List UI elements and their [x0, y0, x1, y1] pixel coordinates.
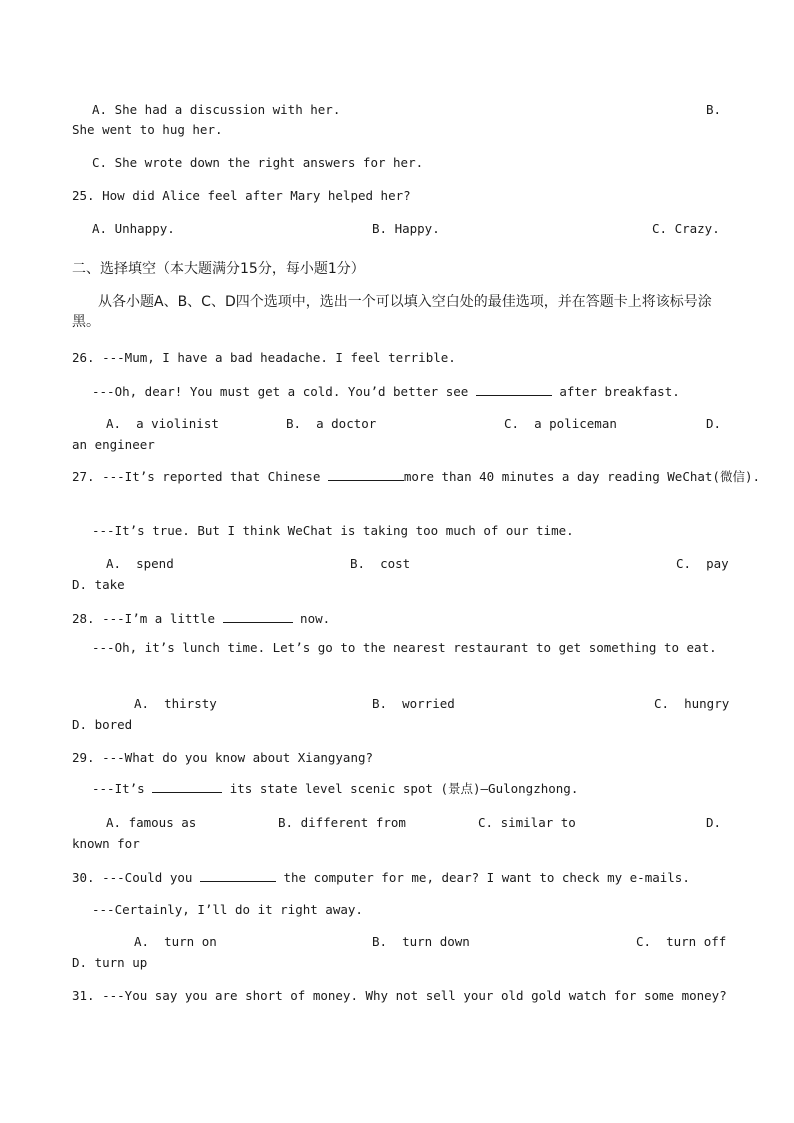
section-title: 二、选择填空（本大题满分15分，每小题1分） — [72, 261, 365, 277]
q26-option-d-text: an engineer — [72, 437, 155, 452]
q24-option-c: C. She wrote down the right answers for her. — [92, 155, 424, 170]
section-instruction-line1: 从各小题A、B、C、D四个选项中，选出一个可以填入空白处的最佳选项，并在答题卡上将该标号涂 — [98, 294, 712, 310]
q30-line1: 30. ---Could you the computer for me, dear? I want to check my e-mails. — [72, 870, 690, 885]
q29-option-a: A. famous as — [106, 815, 197, 830]
q29-option-b: B. different from — [278, 815, 406, 830]
q28-option-b: B. worried — [372, 696, 455, 711]
q30-option-c: C. turn off — [636, 934, 727, 949]
answer-blank — [223, 610, 293, 623]
q30-option-d: D. turn up — [72, 955, 148, 970]
q27-option-b: B. cost — [350, 556, 411, 571]
section-instruction-line2: 黑。 — [72, 314, 100, 330]
answer-blank — [152, 780, 222, 793]
q27-option-a: A. spend — [106, 556, 174, 571]
q29-option-c: C. similar to — [478, 815, 576, 830]
q27-option-c: C. pay — [676, 556, 729, 571]
q27-option-d: D. take — [72, 577, 125, 592]
q25-stem: 25. How did Alice feel after Mary helped her? — [72, 188, 411, 203]
q29-option-d-label: D. — [706, 815, 722, 830]
q30-option-b: B. turn down — [372, 934, 470, 949]
q25-option-b: B. Happy. — [372, 221, 440, 236]
q30-line2: ---Certainly, I’ll do it right away. — [92, 902, 363, 917]
q28-line1: 28. ---I’m a little now. — [72, 611, 331, 626]
q25-option-c: C. Crazy. — [652, 221, 720, 236]
q28-line2: ---Oh, it’s lunch time. Let’s go to the nearest restaurant to get something to eat. — [92, 640, 717, 655]
q25-option-a: A. Unhappy. — [92, 221, 175, 236]
q28-option-c: C. hungry — [654, 696, 730, 711]
q26-option-d-label: D. — [706, 416, 722, 431]
q29-line2: ---It’s its state level scenic spot (景点)—Gulongzhong. — [92, 781, 579, 796]
answer-blank — [476, 383, 552, 396]
q28-option-d: D. bored — [72, 717, 133, 732]
answer-blank — [328, 468, 404, 481]
q28-option-a: A. thirsty — [134, 696, 217, 711]
q24-option-a: A. She had a discussion with her. — [92, 102, 341, 117]
q26-line2: ---Oh, dear! You must get a cold. You’d better see after breakfast. — [92, 384, 680, 399]
q26-option-a: A. a violinist — [106, 416, 219, 431]
q27-line2: ---It’s true. But I think WeChat is taking too much of our time. — [92, 523, 574, 538]
q24-option-b-label: B. — [706, 102, 722, 117]
q31-line1: 31. ---You say you are short of money. Why not sell your old gold watch for some money? — [72, 988, 727, 1003]
answer-blank — [200, 869, 276, 882]
q30-option-a: A. turn on — [134, 934, 217, 949]
q26-line1: 26. ---Mum, I have a bad headache. I feel terrible. — [72, 350, 456, 365]
q24-option-b-text: She went to hug her. — [72, 122, 223, 137]
q29-line1: 29. ---What do you know about Xiangyang? — [72, 750, 374, 765]
q29-option-d-text: known for — [72, 836, 140, 851]
q26-option-b: B. a doctor — [286, 416, 377, 431]
q27-line1: 27. ---It’s reported that Chinese more than 40 minutes a day reading WeChat(微信). — [72, 469, 761, 484]
q26-option-c: C. a policeman — [504, 416, 617, 431]
